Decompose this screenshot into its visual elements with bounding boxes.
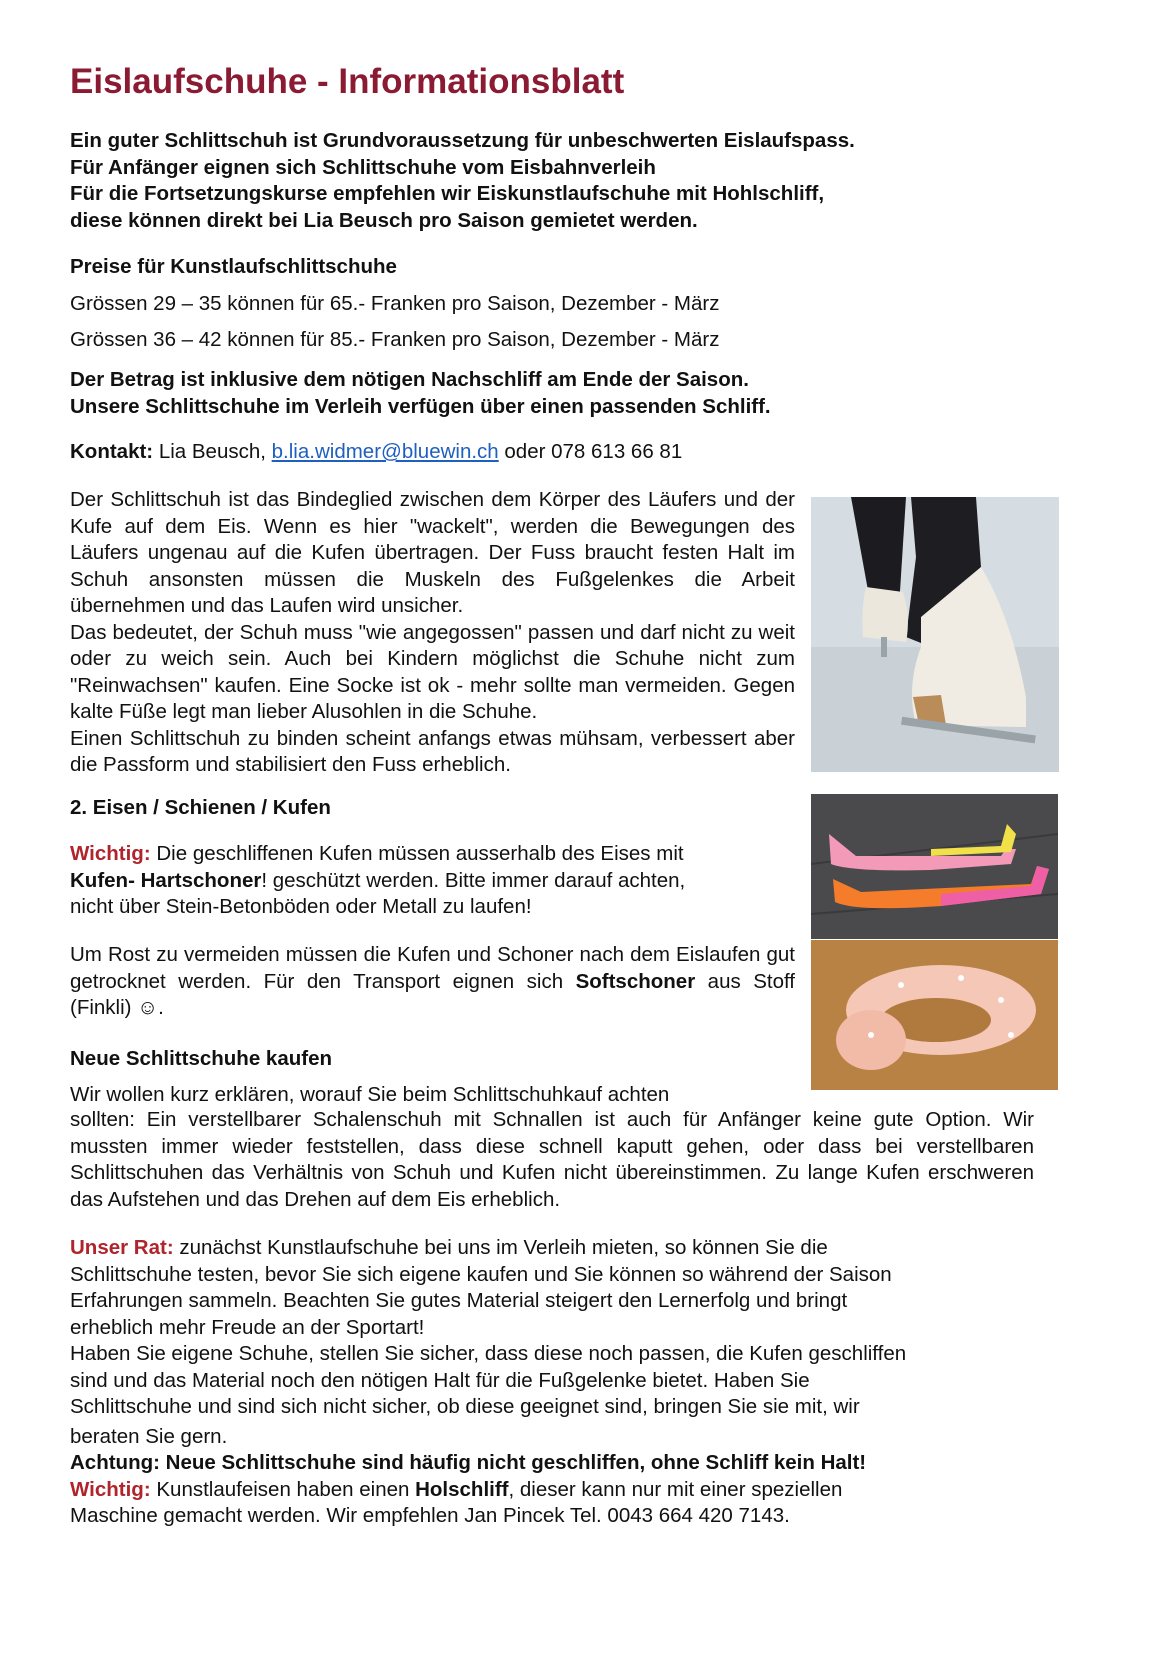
rust-text: Um Rost zu vermeiden müssen die Kufen und Schoner nach dem Eislaufen gut getrocknet werden. Für den Transport eignen sich <box>70 943 795 993</box>
intro-paragraph <box>70 128 855 234</box>
hard-guards-illustration <box>811 794 1058 939</box>
advice-paragraph <box>70 1235 1034 1530</box>
intro-line: diese können direkt bei Lia Beusch pro Saison gemietet werden. <box>70 208 698 232</box>
holschliff-term: Holschliff <box>415 1477 509 1501</box>
advice-line: Schlittschuhe testen, bevor Sie sich eigene kaufen und Sie können so während der Saison <box>70 1262 892 1286</box>
soft-guard-term: Softschoner <box>575 969 696 993</box>
advice-line: sind und das Material noch den nötigen Halt für die Fußgelenke bietet. Haben Sie <box>70 1368 810 1392</box>
rust-paragraph <box>70 942 795 1022</box>
buy-first-line: Wir wollen kurz erklären, worauf Sie beim Schlittschuhkauf achten <box>70 1083 670 1106</box>
soft-guards-photo <box>811 940 1058 1090</box>
advice-line: beraten Sie gern. <box>70 1424 228 1448</box>
advice-line: Haben Sie eigene Schuhe, stellen Sie sicher, dass diese noch passen, die Kufen geschliffen <box>70 1342 907 1365</box>
blades-important <box>70 841 795 921</box>
skates-photo <box>811 497 1059 772</box>
contact-line <box>70 439 682 466</box>
contact-label: Kontakt: <box>70 440 154 463</box>
price-note-line: Der Betrag ist inklusive dem nötigen Nachschliff am Ende der Saison. <box>70 368 749 391</box>
soft-guards-illustration <box>811 940 1058 1090</box>
attention-line: Achtung: Neue Schlittschuhe sind häufig nicht geschliffen, ohne Schliff kein Halt! <box>70 1451 867 1474</box>
contact-email-link[interactable]: b.lia.widmer@bluewin.ch <box>271 440 499 463</box>
advice-line: erheblich mehr Freude an der Sportart! <box>70 1315 425 1339</box>
prices-heading: Preise für Kunstlaufschlittschuhe <box>70 255 397 278</box>
important-text-2: ! geschützt werden. Bitte immer darauf achten, <box>261 868 686 892</box>
intro-line: Für Anfänger eignen sich Schlittschuhe vom Eisbahnverleih <box>70 155 656 179</box>
important-text-3: nicht über Stein-Betonböden oder Metall zu laufen! <box>70 895 532 918</box>
intro-line: Für die Fortsetzungskurse empfehlen wir Eiskunstlaufschuhe mit Hohlschliff, <box>70 182 825 205</box>
shoe-text: Der Schlittschuh ist das Bindeglied zwischen dem Körper des Läufers und der Kufe auf dem Eis. Wenn es hier "wackelt", werden die Bewegungen des Läufers ungenau auf die Kufen übertragen. Der Fuss braucht festen Halt im Schuh ansonsten müssen die Muskeln des Fußgelenkes die Arbeit übernehmen und das Laufen wird unsicher. <box>70 488 795 617</box>
price-line-large: Grössen 36 – 42 können für 85.- Franken pro Saison, Dezember - März <box>70 328 720 351</box>
contact-phone: oder 078 613 66 81 <box>498 440 683 463</box>
skates-illustration <box>811 497 1059 772</box>
price-line-small: Grössen 29 – 35 können für 65.- Franken pro Saison, Dezember - März <box>70 292 720 315</box>
important-text: Die geschliffenen Kufen müssen ausserhalb des Eises mit <box>150 842 684 865</box>
buy-paragraph: sollten: Ein verstellbarer Schalenschuh mit Schnallen ist auch für Anfänger keine gute Option. Wir mussten immer wieder feststellen, dass diese schnell kaputt gehen, oder dass bei verstellbaren Schlittschuhen das Verhältnis von Schuh und Kufen nicht übereinstimmen. Zu lange Kufen erschweren das Aufstehen und das Drehen auf dem Eis erheblich. <box>70 1108 1034 1211</box>
blades-heading: 2. Eisen / Schienen / Kufen <box>70 796 331 819</box>
advice-label: Unser Rat: <box>70 1236 174 1259</box>
advice-line: Erfahrungen sammeln. Beachten Sie gutes Material steigert den Lernerfolg und bringt <box>70 1289 848 1312</box>
buy-heading: Neue Schlittschuhe kaufen <box>70 1047 333 1070</box>
final-important-text-2: , dieser kann nur mit einer speziellen <box>508 1477 843 1501</box>
shoe-text-2: Das bedeutet, der Schuh muss "wie angegossen" passen und darf nicht zu weit oder zu weich sein. Auch bei Kindern möglichst die Schuhe nicht zum "Reinwachsen" kaufen. Eine Socke ist ok - mehr sollte man vermeiden. Gegen kalte Füße legt man lieber Alusohlen in die Schuhe. <box>70 620 795 723</box>
price-note-line: Unsere Schlittschuhe im Verleih verfügen über einen passenden Schliff. <box>70 394 771 418</box>
intro-line: Ein guter Schlittschuh ist Grundvoraussetzung für unbeschwerten Eislaufspass. <box>70 129 855 152</box>
shoe-text-3: Einen Schlittschuh zu binden scheint anfangs etwas mühsam, verbessert aber die Passform und stabilisiert den Fuss erheblich. <box>70 726 795 776</box>
advice-line: zunächst Kunstlaufschuhe bei uns im Verleih mieten, so können Sie die <box>173 1236 828 1259</box>
shoe-paragraph <box>70 487 795 779</box>
hard-guards-photo <box>811 794 1058 939</box>
hard-guard-term: Kufen- Hartschoner <box>70 868 262 892</box>
page-title: Eislaufschuhe - Informationsblatt <box>70 62 625 101</box>
contact-name: Lia Beusch, <box>153 440 272 463</box>
final-important-text-3: Maschine gemacht werden. Wir empfehlen Jan Pincek Tel. 0043 664 420 7143. <box>70 1504 790 1527</box>
price-note <box>70 367 771 420</box>
rust-end: aus Stoff (Finkli) ☺. <box>70 969 795 1019</box>
advice-line: Schlittschuhe und sind sich nicht sicher, ob diese geeignet sind, bringen Sie sie mit, wir <box>70 1395 860 1418</box>
important-label: Wichtig: <box>70 842 151 865</box>
important-label-2: Wichtig: <box>70 1477 151 1501</box>
final-important-text: Kunstlaufeisen haben einen <box>150 1477 416 1501</box>
